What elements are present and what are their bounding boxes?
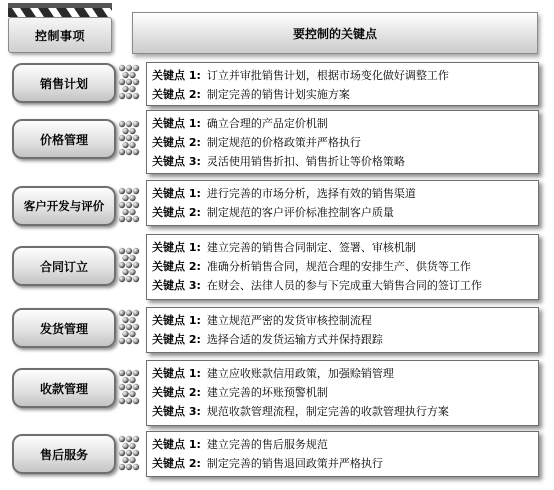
category-label: 收款管理 (12, 368, 116, 408)
key-point-line: 关键点 1: 建立规范严密的发货审核控制流程 (152, 314, 372, 327)
key-point-line: 关键点 2: 制定完善的销售退回政策并严格执行 (152, 457, 383, 470)
category-label: 客户开发与评价 (12, 186, 116, 226)
key-point-line: 关键点 3: 灵活使用销售折扣、销售折让等价格策略 (152, 155, 405, 168)
key-points-box (146, 360, 539, 426)
clapperboard-icon (8, 3, 112, 17)
key-point-line: 关键点 1: 建立完善的售后服务规范 (152, 438, 328, 451)
key-point-line: 关键点 2: 制定规范的价格政策并严格执行 (152, 136, 361, 149)
key-points-box (146, 180, 539, 226)
connector-dots-icon (118, 120, 140, 158)
key-points-box (146, 234, 539, 300)
key-point-line: 关键点 2: 建立完善的坏账预警机制 (152, 386, 328, 399)
key-point-line: 关键点 1: 进行完善的市场分析，选择有效的销售渠道 (152, 187, 416, 200)
key-point-line: 关键点 2: 准确分析销售合同，规范合理的安排生产、供货等工作 (152, 260, 471, 273)
key-points-box (146, 307, 539, 353)
header-key-points: 要控制的关键点 (132, 12, 538, 54)
key-points-box (146, 110, 539, 174)
category-label: 发货管理 (12, 308, 116, 348)
header-control-items: 控制事项 (8, 17, 112, 53)
key-point-line: 关键点 1: 订立并审批销售计划，根据市场变化做好调整工作 (152, 69, 449, 82)
key-point-line: 关键点 2: 制定规范的客户评价标准控制客户质量 (152, 206, 394, 219)
key-points-box (146, 431, 539, 477)
connector-dots-icon (118, 64, 140, 102)
connector-dots-icon (118, 435, 140, 473)
connector-dots-icon (118, 187, 140, 225)
category-label: 售后服务 (12, 434, 116, 474)
key-point-line: 关键点 1: 确立合理的产品定价机制 (152, 117, 328, 130)
category-label: 合同订立 (12, 246, 116, 286)
key-point-line: 关键点 2: 选择合适的发货运输方式并保持跟踪 (152, 333, 383, 346)
category-label: 价格管理 (12, 119, 116, 159)
key-point-line: 关键点 3: 在财会、法律人员的参与下完成重大销售合同的签订工作 (152, 279, 482, 292)
key-point-line: 关键点 1: 建立完善的销售合同制定、签署、审核机制 (152, 241, 416, 254)
category-label: 销售计划 (12, 63, 116, 103)
connector-dots-icon (118, 309, 140, 347)
key-point-line: 关键点 3: 规范收款管理流程，制定完善的收款管理执行方案 (152, 405, 449, 418)
key-point-line: 关键点 1: 建立应收账款信用政策，加强赊销管理 (152, 367, 394, 380)
connector-dots-icon (118, 369, 140, 407)
connector-dots-icon (118, 247, 140, 285)
key-points-box (146, 62, 539, 106)
key-point-line: 关键点 2: 制定完善的销售计划实施方案 (152, 88, 350, 101)
